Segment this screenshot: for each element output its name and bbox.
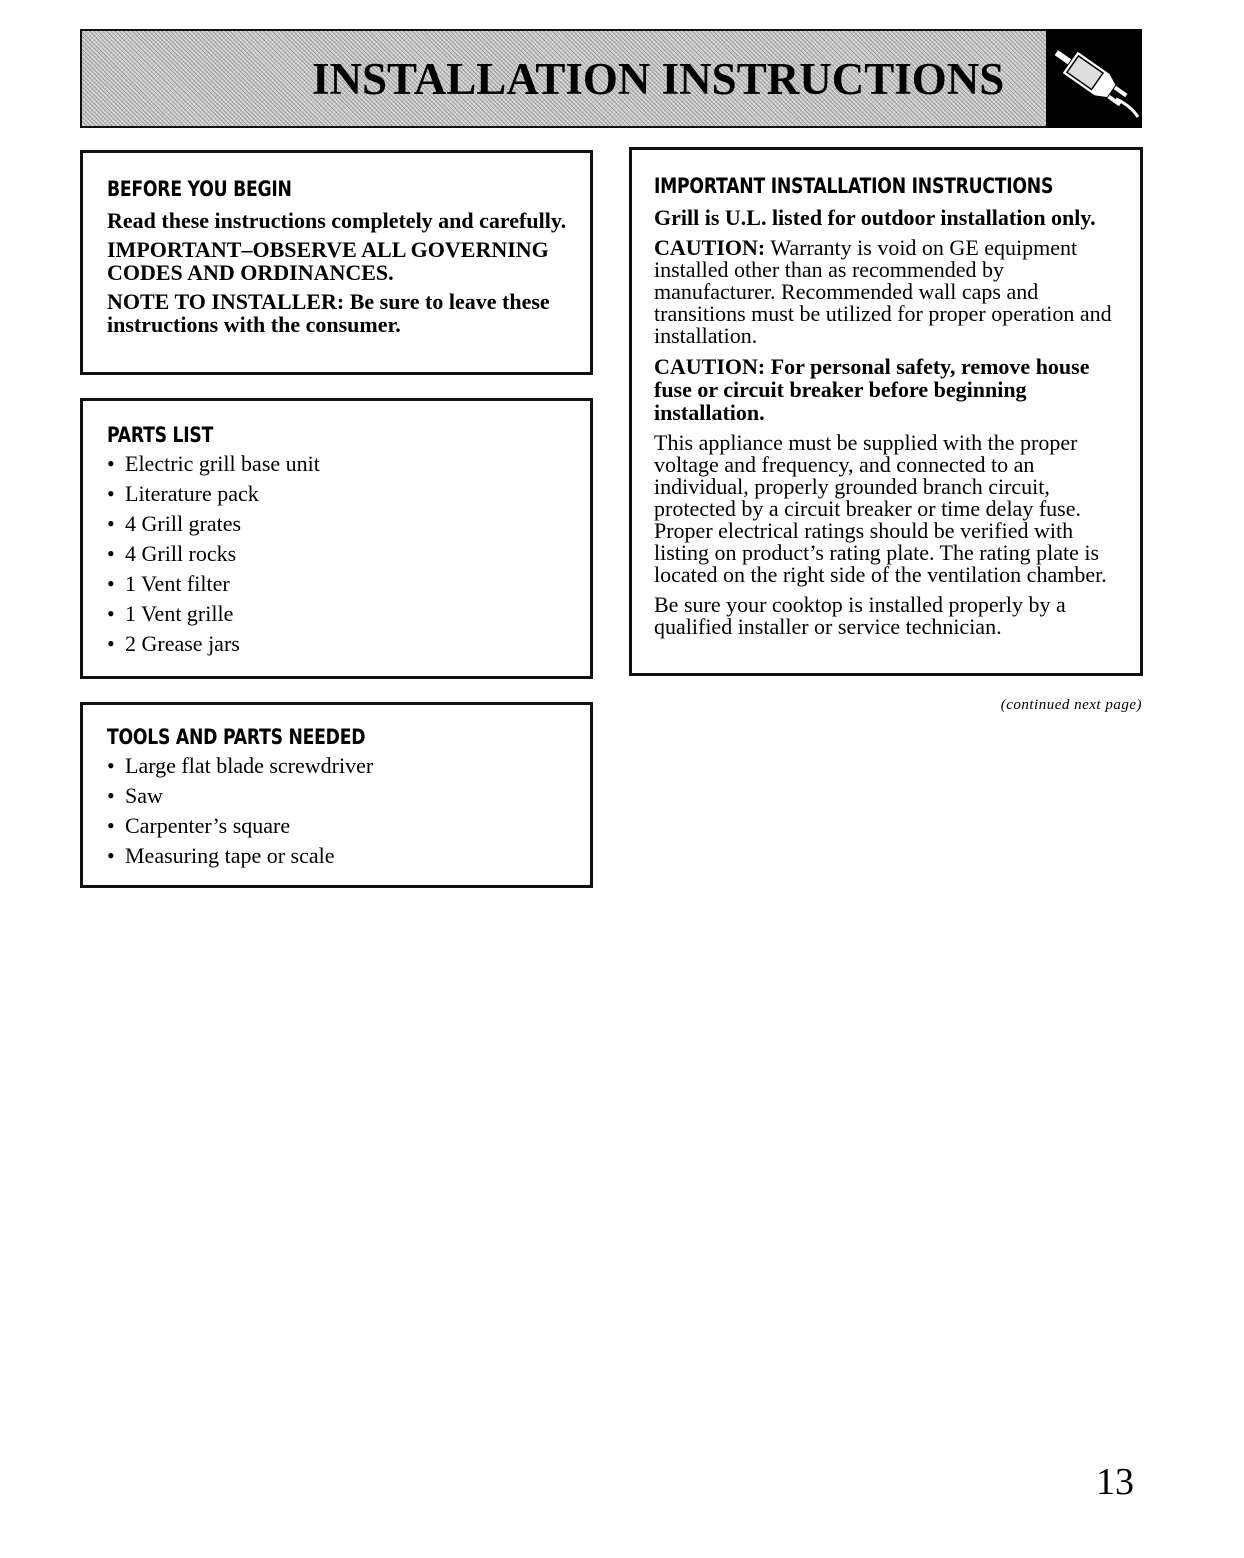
section-title: IMPORTANT INSTALLATION INSTRUCTIONS: [654, 174, 1054, 198]
instruction-text: Read these instructions completely and carefully.: [107, 208, 567, 233]
list-item: • Carpenter’s square: [107, 811, 576, 841]
installer-note-text: Be sure your cooktop is installed properly by a qualified installer or service technician.: [654, 592, 1066, 639]
list-item: • Large flat blade screwdriver: [107, 751, 576, 781]
tools-needed-box: [80, 702, 593, 888]
governing-codes-text: IMPORTANT–OBSERVE ALL GOVERNING CODES AND ORDINANCES.: [107, 237, 549, 285]
note-to-installer-text: NOTE TO INSTALLER: Be sure to leave these instructions with the consumer.: [107, 289, 550, 337]
electrical-plug-icon: [1046, 29, 1142, 128]
before-you-begin-box: [80, 150, 593, 375]
list-item: • Electric grill base unit: [107, 449, 576, 479]
list-item: • 2 Grease jars: [107, 629, 576, 659]
parts-list-box: [80, 398, 593, 679]
list-item: • Measuring tape or scale: [107, 841, 576, 871]
ul-listing-text: Grill is U.L. listed for outdoor installation only.: [654, 205, 1096, 230]
caution-label: CAUTION:: [654, 235, 766, 260]
list-item: • 1 Vent grille: [107, 599, 576, 629]
safety-caution-text: CAUTION: For personal safety, remove house fuse or circuit breaker before beginning installation.: [654, 354, 1090, 425]
warranty-caution-text: [654, 237, 1130, 347]
section-title: TOOLS AND PARTS NEEDED: [107, 725, 366, 749]
parts-list: [107, 449, 576, 659]
electrical-requirements-text: This appliance must be supplied with the proper voltage and frequency, and connected to an individual, properly grounded branch circuit, protected by a circuit breaker or time delay fuse. Proper electrical ratings should be verified with listing on product’s rating plate. The rating plate is located on the right side of the ventilation chamber.: [654, 430, 1107, 587]
list-item: • 4 Grill rocks: [107, 539, 576, 569]
section-title: BEFORE YOU BEGIN: [107, 177, 292, 201]
list-item: • 4 Grill grates: [107, 509, 576, 539]
list-item: • Saw: [107, 781, 576, 811]
header-banner: [80, 29, 1142, 128]
page-number: 13: [1096, 1461, 1134, 1503]
section-title: PARTS LIST: [107, 423, 214, 447]
warranty-caution-body: Warranty is void on GE equipment installed other than as recommended by manufacturer. Recommended wall caps and transitions must be utilized for proper operation and installation.: [654, 235, 1112, 348]
important-instructions-box: [629, 147, 1143, 676]
list-item: • 1 Vent filter: [107, 569, 576, 599]
page-title: INSTALLATION INSTRUCTIONS: [312, 54, 1005, 104]
list-item: • Literature pack: [107, 479, 576, 509]
tools-list: [107, 751, 576, 871]
continued-note: (continued next page): [1000, 697, 1142, 713]
plug-icon-box: [1046, 29, 1142, 128]
